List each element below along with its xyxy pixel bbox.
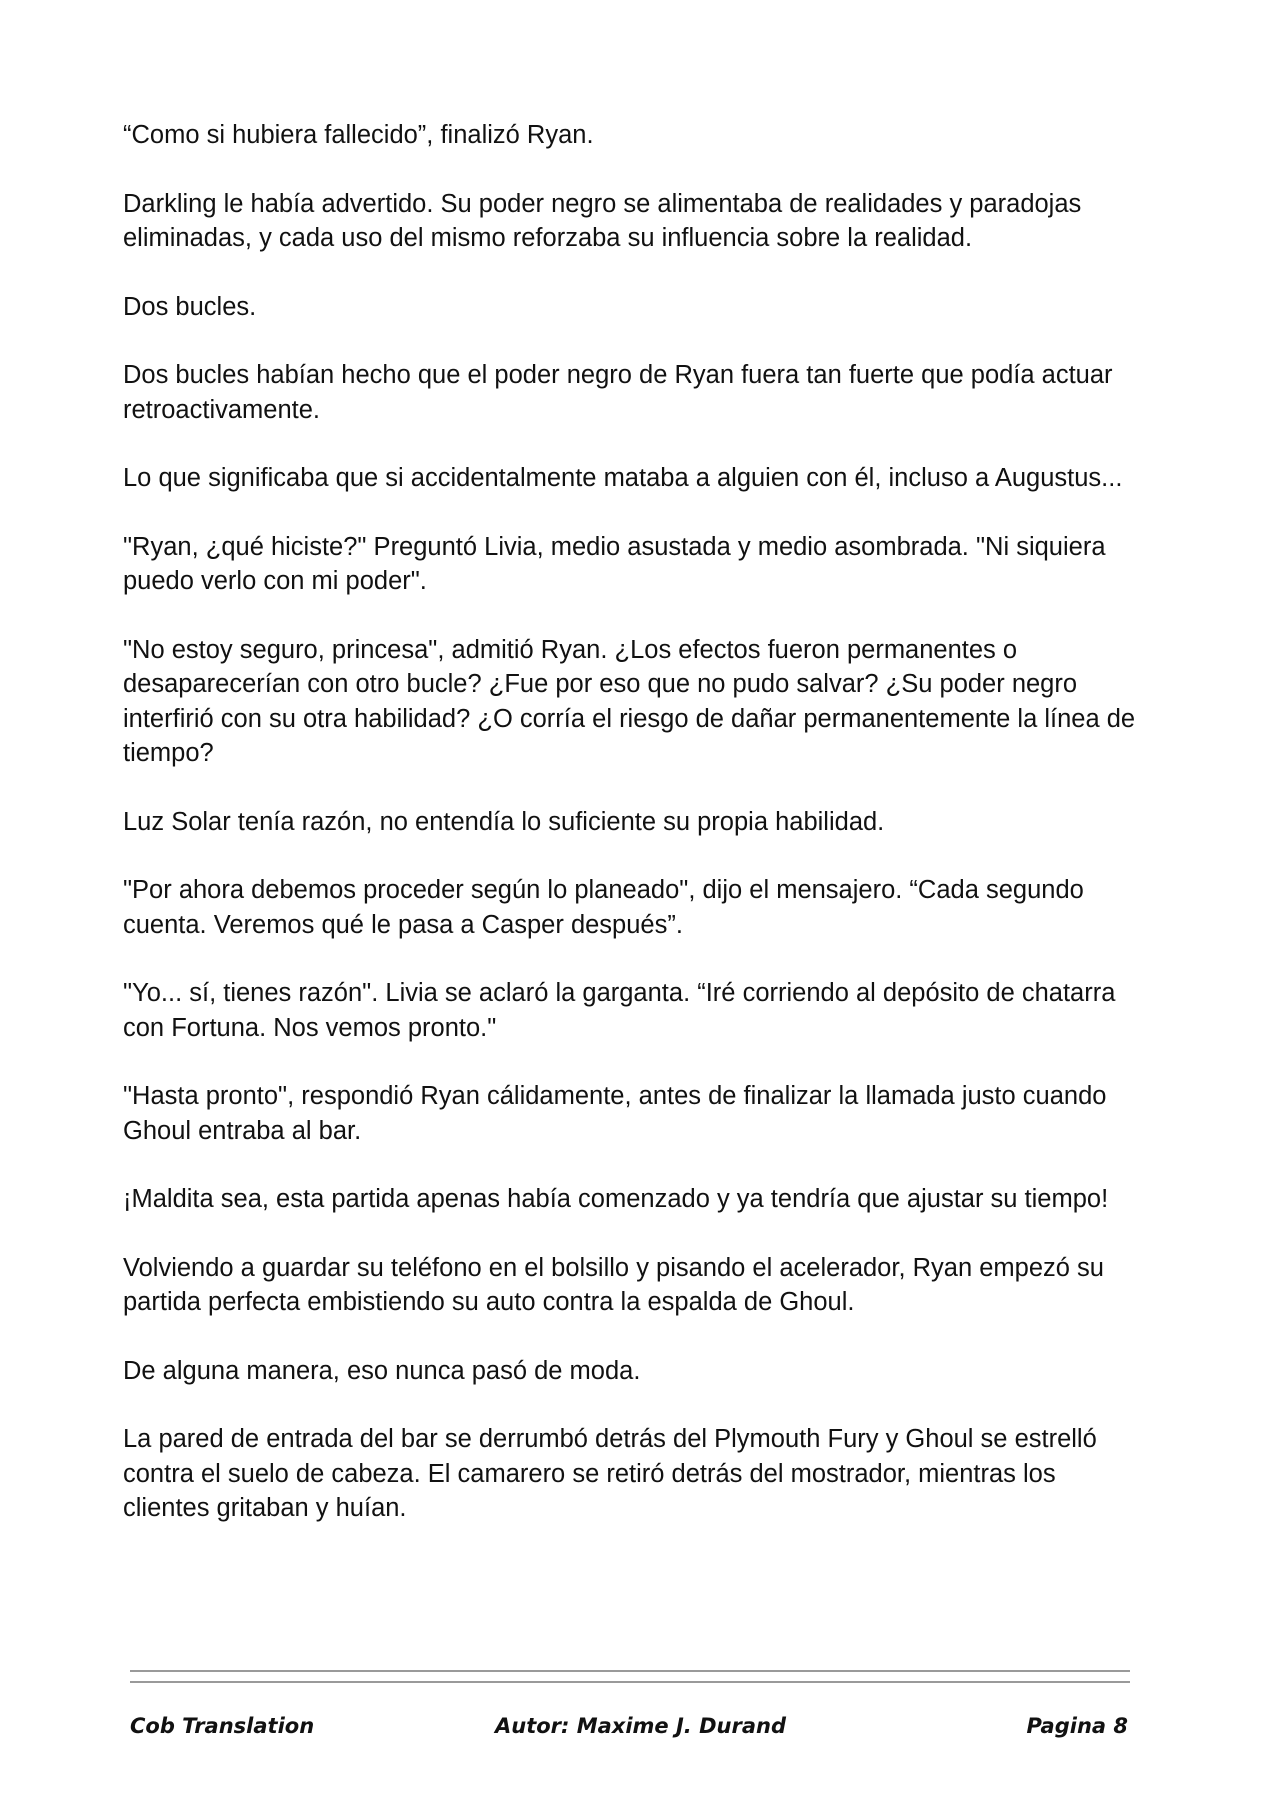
- paragraph: Lo que significaba que si accidentalmente mataba a alguien con él, incluso a Augustus...: [123, 464, 1123, 492]
- paragraph: Volviendo a guardar su teléfono en el bolsillo y pisando el acelerador, Ryan empezó su partida perfecta embistiendo su auto contra la espalda de Ghoul.: [123, 1253, 1104, 1316]
- paragraph: Luz Solar tenía razón, no entendía lo suficiente su propia habilidad.: [123, 807, 885, 836]
- paragraph: Darkling le había advertido. Su poder negro se alimentaba de realidades y paradojas eliminadas, y cada uso del mismo reforzaba su influencia sobre la realidad.: [123, 189, 1082, 252]
- paragraph: “Como si hubiera fallecido”, finalizó Ryan.: [123, 121, 594, 149]
- paragraph: Dos bucles habían hecho que el poder negro de Ryan fuera tan fuerte que podía actuar retroactivamente.: [123, 361, 1113, 424]
- paragraph: Dos bucles.: [123, 292, 257, 321]
- paragraph: "Yo... sí, tienes razón". Livia se aclaró la garganta. “Iré corriendo al depósito de chatarra con Fortuna. Nos vemos pronto.": [123, 979, 1116, 1042]
- paragraph: De alguna manera, eso nunca pasó de moda.: [123, 1356, 641, 1385]
- footer-page-number: Pagina 8: [1026, 1714, 1128, 1738]
- paragraph: "Ryan, ¿qué hiciste?" Preguntó Livia, medio asustada y medio asombrada. "Ni siquiera puedo verlo con mi poder".: [123, 532, 1106, 595]
- footer-translator: Cob Translation: [130, 1714, 315, 1738]
- paragraph: La pared de entrada del bar se derrumbó detrás del Plymouth Fury y Ghoul se estrelló contra el suelo de cabeza. El camarero se retiró detrás del mostrador, mientras los clientes gritaban y huían.: [123, 1425, 1097, 1522]
- page-footer: [130, 1714, 1128, 1744]
- paragraph: "Hasta pronto", respondió Ryan cálidamente, antes de finalizar la llamada justo cuando Ghoul entraba al bar.: [123, 1082, 1107, 1145]
- footer-author: Autor: Maxime J. Durand: [495, 1714, 786, 1738]
- document-body: [123, 118, 1143, 1560]
- footer-divider-top: [130, 1670, 1130, 1672]
- paragraph: "Por ahora debemos proceder según lo planeado", dijo el mensajero. “Cada segundo cuenta. Veremos qué le pasa a Casper después”.: [123, 876, 1084, 939]
- footer-divider-bottom: [130, 1681, 1130, 1683]
- paragraph: ¡Maldita sea, esta partida apenas había comenzado y ya tendría que ajustar su tiempo!: [123, 1185, 1109, 1213]
- paragraph: "No estoy seguro, princesa", admitió Ryan. ¿Los efectos fueron permanentes o desaparecerían con otro bucle? ¿Fue por eso que no pudo salvar? ¿Su poder negro interfirió con su otra habilidad? ¿O corría el riesgo de dañar permanentemente la línea de tiempo?: [123, 635, 1136, 767]
